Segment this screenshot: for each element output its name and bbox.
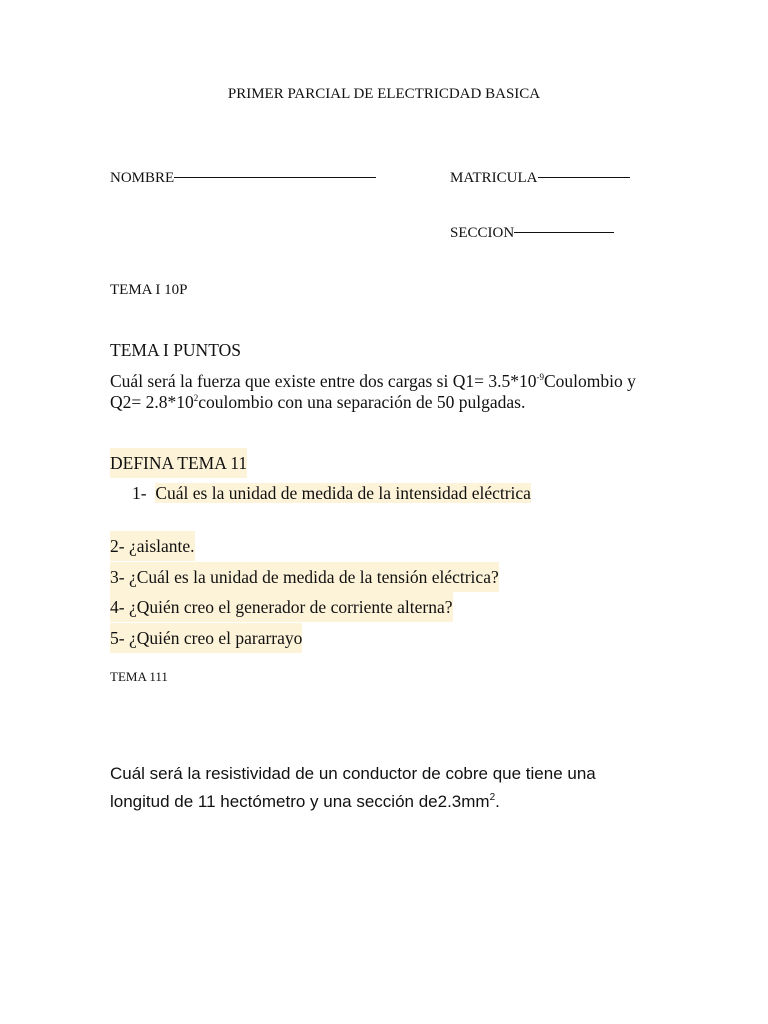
- matricula-label: MATRICULA: [450, 170, 538, 186]
- tema-111-question-line-1: Cuál será la resistividad de un conductor de cobre que tiene una: [110, 764, 596, 783]
- q2-text: Q2= 2.8*10: [110, 392, 194, 412]
- defina-item-5: 5- ¿Quién creo el pararrayo: [110, 623, 302, 653]
- resistivity-text: longitud de 11 hectómetro y una sección de2.3mm: [110, 792, 490, 811]
- tema-111-question-line-2: [110, 787, 500, 816]
- defina-item-1: [132, 478, 531, 508]
- nombre-label: NOMBRE: [110, 170, 175, 186]
- tema-i-question-line-2: [110, 387, 525, 417]
- seccion-label: SECCION: [450, 225, 515, 241]
- mm-exponent: 2: [489, 792, 496, 803]
- q2-exponent: 2: [193, 393, 199, 403]
- q1-exponent: -9: [536, 372, 544, 382]
- defina-item-4: 4- ¿Quién creo el generador de corriente alterna?: [110, 592, 453, 622]
- q1-text: Cuál será la fuerza que existe entre dos cargas si Q1= 3.5*10: [110, 371, 537, 391]
- nombre-field: [110, 170, 376, 187]
- tema-i-10p-label: TEMA I 10P: [110, 282, 188, 298]
- tema-111-heading: TEMA 111: [110, 669, 168, 684]
- seccion-field: [450, 225, 614, 242]
- defina-item-3: 3- ¿Cuál es la unidad de medida de la tensión eléctrica?: [110, 562, 499, 592]
- nombre-blank-line: [174, 177, 376, 178]
- matricula-blank-line: [538, 177, 630, 178]
- seccion-blank-line: [514, 232, 614, 233]
- resistivity-end: .: [495, 792, 500, 811]
- matricula-field: [450, 170, 630, 187]
- defina-heading: DEFINA TEMA 11: [110, 448, 247, 478]
- defina-item-1-number: 1-: [132, 483, 147, 503]
- tema-i-heading: TEMA I PUNTOS: [110, 340, 241, 360]
- defina-item-1-text: Cuál es la unidad de medida de la intensidad eléctrica: [155, 483, 531, 503]
- q2-rest: coulombio con una separación de 50 pulgadas.: [198, 392, 526, 412]
- page-title: PRIMER PARCIAL DE ELECTRICDAD BASICA: [227, 86, 541, 102]
- defina-item-2: 2- ¿aislante.: [110, 531, 195, 561]
- q1-unit: Coulombio y: [544, 371, 636, 391]
